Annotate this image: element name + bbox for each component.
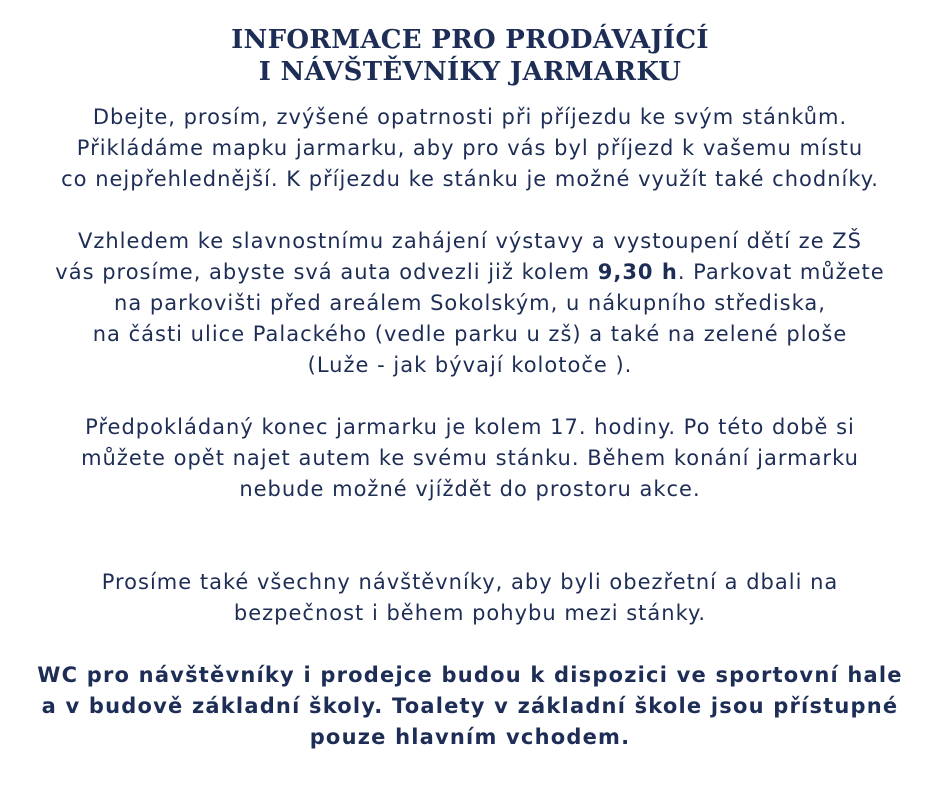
departure-time: 9,30 h <box>597 260 678 284</box>
paragraph-line: co nejpřehlednější. K příjezdu ke stánku je možné využít také chodníky. <box>61 167 879 191</box>
paragraph-text: vás prosíme, abyste svá auta odvezli již kolem <box>55 260 598 284</box>
arrival-caution-paragraph <box>10 102 930 195</box>
paragraph-line: bezpečnost i během pohybu mezi stánky. <box>233 601 707 625</box>
paragraph-line: (Luže - jak bývají kolotoče ). <box>307 353 633 377</box>
paragraph-line: můžete opět najet autem ke svému stánku. Během konání jarmarku <box>81 446 859 470</box>
paragraph-line: WC pro návštěvníky i prodejce budou k dispozici ve sportovní hale <box>37 663 903 687</box>
paragraph-line: Dbejte, prosím, zvýšené opatrnosti při příjezdu ke svým stánkům. <box>92 105 848 129</box>
paragraph-line: na části ulice Palackého (vedle parku u zš) a také na zelené ploše <box>92 322 848 346</box>
spacer <box>10 505 930 567</box>
paragraph-line: Předpokládaný konec jarmarku je kolem 17. hodiny. Po této době si <box>85 415 855 439</box>
paragraph-line: na parkovišti před areálem Sokolským, u nákupního střediska, <box>114 291 826 315</box>
paragraph-line: Prosíme také všechny návštěvníky, aby byli obezřetní a dbali na <box>101 570 839 594</box>
parking-paragraph <box>10 226 930 381</box>
spacer <box>10 195 930 226</box>
toilets-paragraph <box>10 660 930 753</box>
paragraph-line: pouze hlavním vchodem. <box>309 725 631 749</box>
event-end-paragraph <box>10 412 930 505</box>
spacer <box>10 381 930 412</box>
visitor-safety-paragraph <box>10 567 930 629</box>
paragraph-line: Přikládáme mapku jarmarku, aby pro vás byl příjezd k vašemu místu <box>76 136 864 160</box>
notice-title <box>10 24 930 88</box>
paragraph-line <box>10 257 930 288</box>
paragraph-text: . Parkovat můžete <box>677 260 885 284</box>
paragraph-line: a v budově základní školy. Toalety v základní škole jsou přístupné <box>41 694 899 718</box>
title-line-2: I NÁVŠTĚVNÍKY JARMARKU <box>258 57 682 87</box>
spacer <box>10 629 930 660</box>
title-line-1: INFORMACE PRO PRODÁVAJÍCÍ <box>231 25 709 55</box>
paragraph-line: Vzhledem ke slavnostnímu zahájení výstavy a vystoupení dětí ze ZŠ <box>77 229 863 253</box>
paragraph-line: nebude možné vjíždět do prostoru akce. <box>239 477 701 501</box>
